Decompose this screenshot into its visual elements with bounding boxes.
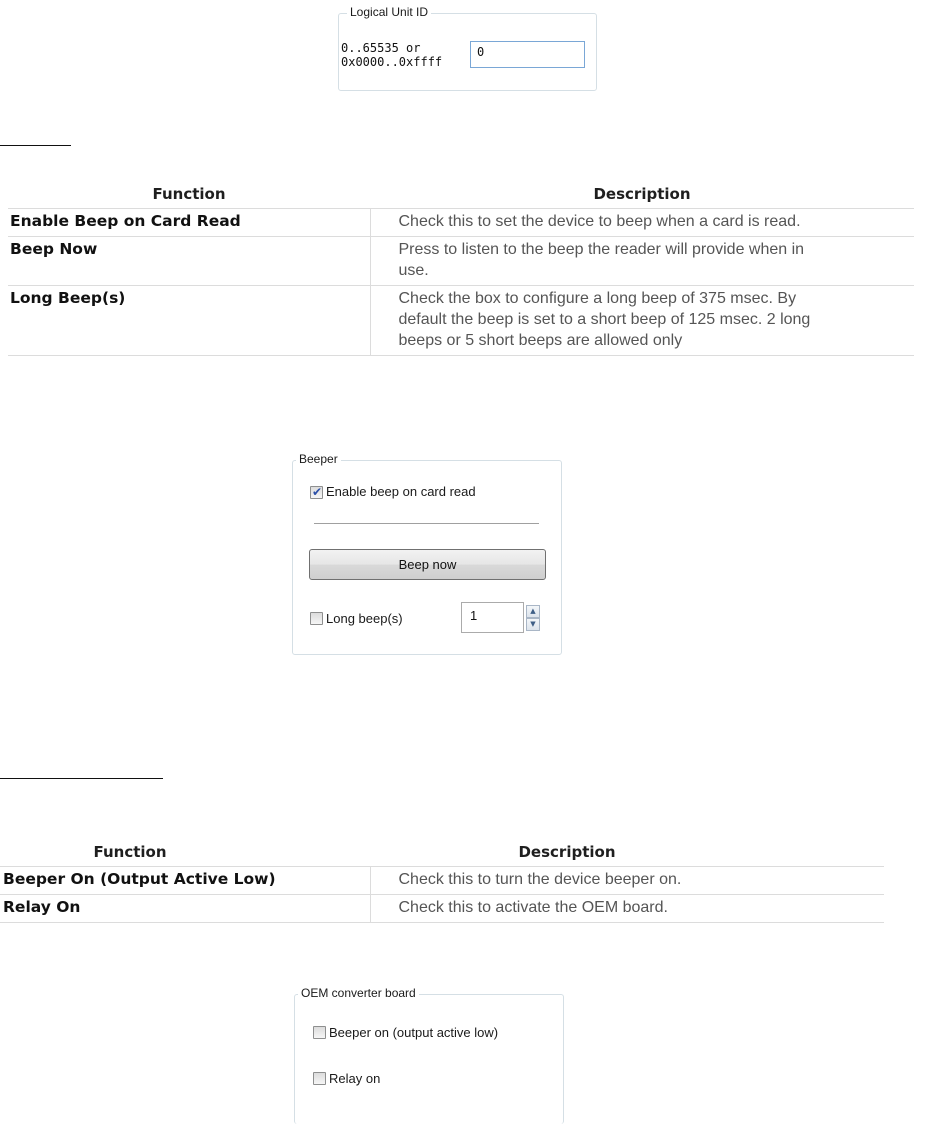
relay-on-label: Relay on: [329, 1071, 381, 1086]
description-line: Check this to turn the device beeper on.: [398, 870, 682, 888]
beeper-divider: [314, 523, 539, 524]
oem-table-header-function: Function: [93, 842, 167, 861]
description-line: use.: [398, 261, 429, 279]
description-line: default the beep is set to a short beep of 125 msec. 2 long: [398, 310, 811, 328]
oem-row-2-description: [370, 894, 884, 922]
beeper-on-checkbox[interactable]: [313, 1026, 326, 1039]
beeper-group: [292, 452, 562, 655]
oem-row-1-description: [370, 866, 884, 894]
description-line: Check the box to configure a long beep of 375 msec. By: [398, 289, 797, 307]
oem-converter-group: [294, 986, 564, 1124]
long-beep-label: Long beep(s): [326, 611, 403, 626]
long-beep-count-input[interactable]: 1: [461, 602, 524, 633]
check-mark-icon: ✔: [312, 485, 323, 499]
oem-row-1-function: Beeper On (Output Active Low): [0, 866, 370, 894]
table-row: [0, 894, 884, 922]
section-heading-beeper-underline: [0, 145, 71, 146]
description-line: Press to listen to the beep the reader will provide when in: [398, 240, 805, 258]
chevron-down-icon: ▼: [530, 620, 536, 628]
oem-row-2-function: Relay On: [0, 894, 370, 922]
description-line: beeps or 5 short beeps are allowed only: [398, 331, 683, 349]
logical-unit-id-range: [341, 41, 442, 69]
logical-unit-id-input[interactable]: 0: [470, 41, 585, 68]
beeper-function-table: [8, 180, 914, 356]
spin-down-button[interactable]: [526, 618, 540, 631]
table-row: [8, 285, 914, 355]
beeper-row-2-description: [370, 236, 914, 285]
relay-on-checkbox[interactable]: [313, 1072, 326, 1085]
beeper-row-1-function: Enable Beep on Card Read: [8, 208, 370, 236]
description-line: Check this to activate the OEM board.: [398, 898, 668, 916]
oem-function-table: [0, 838, 884, 923]
range-line-1: 0..65535 or: [341, 41, 421, 55]
chevron-up-icon: ▲: [530, 607, 536, 615]
section-heading-oem-underline: [0, 778, 163, 779]
beeper-table-header-function: Function: [152, 184, 226, 203]
beeper-row-3-description: [370, 285, 914, 355]
description-line: Check this to set the device to beep when a card is read.: [398, 212, 801, 230]
table-row: [0, 866, 884, 894]
beeper-table-header-description: Description: [593, 184, 691, 203]
beeper-row-1-description: [370, 208, 914, 236]
range-line-2: 0x0000..0xffff: [341, 55, 443, 69]
oem-converter-title: OEM converter board: [298, 986, 419, 1000]
logical-unit-id-title: Logical Unit ID: [347, 5, 431, 19]
enable-beep-label: Enable beep on card read: [326, 484, 476, 499]
table-row: [8, 236, 914, 285]
beeper-on-label: Beeper on (output active low): [329, 1025, 499, 1040]
beep-now-button[interactable]: Beep now: [309, 549, 546, 580]
oem-table-header-description: Description: [518, 842, 616, 861]
beeper-row-3-function: Long Beep(s): [8, 285, 370, 355]
logical-unit-id-group: [338, 5, 597, 91]
table-row: [8, 208, 914, 236]
beeper-row-2-function: Beep Now: [8, 236, 370, 285]
long-beep-checkbox[interactable]: [310, 612, 323, 625]
enable-beep-checkbox[interactable]: [310, 486, 323, 499]
spin-up-button[interactable]: [526, 605, 540, 618]
beeper-title: Beeper: [296, 452, 341, 466]
